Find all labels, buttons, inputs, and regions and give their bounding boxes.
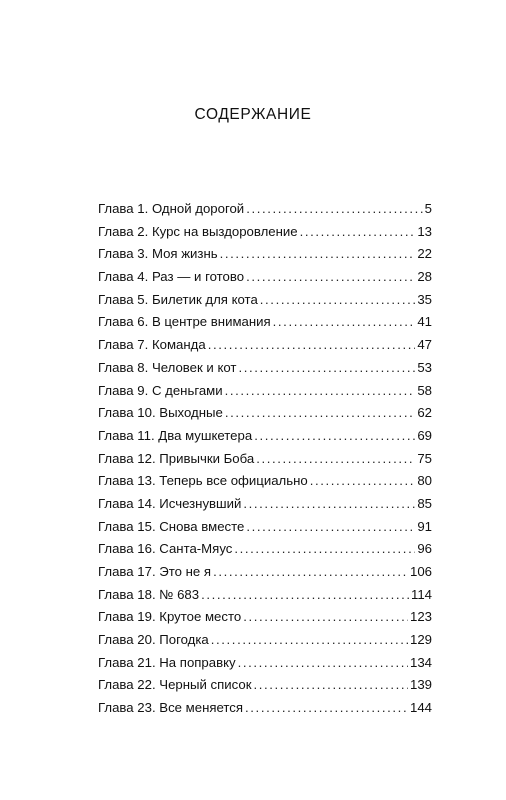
- toc-entry: [98, 224, 432, 247]
- dot-leader: [208, 337, 416, 352]
- toc-entry: [98, 405, 432, 428]
- toc-entry-title: Глава 5. Билетик для кота: [98, 291, 258, 307]
- dot-leader: [300, 224, 416, 239]
- toc-entry: [98, 428, 432, 451]
- toc-entry-page-number: 85: [417, 495, 432, 511]
- toc-entry-title: Глава 9. С деньгами: [98, 382, 223, 398]
- dot-leader: [225, 405, 415, 420]
- toc-entry: [98, 541, 432, 564]
- toc-entry-title: Глава 15. Снова вместе: [98, 518, 245, 534]
- toc-entry: [98, 609, 432, 632]
- toc-entry-page-number: 80: [417, 473, 432, 489]
- toc-entry-title: Глава 1. Одной дорогой: [98, 201, 245, 216]
- toc-entry: [98, 314, 432, 337]
- toc-entry-page-number: 114: [410, 586, 432, 602]
- toc-entry: [98, 360, 432, 383]
- dot-leader: [273, 314, 416, 329]
- toc-entry: [98, 519, 432, 542]
- toc-entry-page-number: 139: [409, 677, 432, 693]
- toc-entry-title: Глава 18. № 683: [98, 586, 200, 602]
- toc-entry-page-number: 96: [417, 541, 432, 557]
- toc-entry-title: Глава 3. Моя жизнь: [98, 246, 218, 262]
- page-title: СОДЕРЖАНИЕ: [194, 106, 312, 123]
- dot-leader: [243, 609, 408, 624]
- toc-entry-page-number: 123: [409, 609, 432, 625]
- dot-leader: [253, 677, 408, 692]
- dot-leader: [256, 451, 415, 466]
- toc-entry: [98, 246, 432, 269]
- dot-leader: [211, 632, 408, 647]
- toc-entry: [98, 451, 432, 474]
- toc-entry-page-number: 28: [417, 269, 432, 285]
- toc-entry: [98, 632, 432, 655]
- toc-entry-title: Глава 21. На поправку: [98, 654, 236, 670]
- dot-leader: [246, 201, 422, 216]
- toc-entry: [98, 473, 432, 496]
- toc-entry: [98, 700, 432, 723]
- toc-entry-title: Глава 7. Команда: [98, 337, 206, 353]
- toc-entry: [98, 496, 432, 519]
- toc-entry-title: Глава 23. Все меняется: [98, 700, 244, 716]
- dot-leader: [238, 655, 408, 670]
- toc-entry-page-number: 53: [417, 359, 432, 375]
- dot-leader: [213, 564, 408, 579]
- toc-entry-title: Глава 16. Санта-Мяус: [98, 541, 233, 557]
- dot-leader: [220, 246, 416, 261]
- dot-leader: [225, 383, 416, 398]
- toc-entry: [98, 383, 432, 406]
- table-of-contents: [98, 201, 432, 723]
- toc-entry-page-number: 106: [409, 564, 432, 579]
- toc-entry-title: Глава 11. Два мушкетера: [98, 427, 253, 443]
- toc-entry-page-number: 41: [417, 314, 432, 330]
- toc-entry: [98, 201, 432, 224]
- toc-entry-title: Глава 10. Выходные: [98, 405, 223, 421]
- toc-entry-page-number: 47: [417, 337, 432, 353]
- toc-entry-title: Глава 13. Теперь все официально: [98, 473, 308, 489]
- toc-entry: [98, 677, 432, 700]
- toc-entry: [98, 587, 432, 610]
- toc-entry: [98, 292, 432, 315]
- toc-entry: [98, 337, 432, 360]
- dot-leader: [246, 269, 415, 284]
- dot-leader: [201, 587, 409, 602]
- toc-entry: [98, 655, 432, 678]
- dot-leader: [254, 428, 415, 443]
- toc-entry-page-number: 91: [417, 518, 432, 534]
- toc-entry-page-number: 134: [409, 654, 432, 670]
- dot-leader: [245, 700, 408, 715]
- toc-entry-page-number: 62: [417, 405, 432, 421]
- toc-entry-title: Глава 19. Крутое место: [98, 609, 242, 625]
- toc-entry-page-number: 13: [417, 223, 432, 239]
- toc-entry-title: Глава 4. Раз — и готово: [98, 269, 245, 285]
- toc-entry-title: Глава 14. Исчезнувший: [98, 495, 242, 511]
- toc-entry-title: Глава 12. Привычки Боба: [98, 450, 255, 466]
- dot-leader: [238, 360, 415, 375]
- dot-leader: [310, 473, 416, 488]
- dot-leader: [260, 292, 416, 307]
- toc-entry-title: Глава 17. Это не я: [98, 564, 212, 579]
- toc-entry-page-number: 58: [417, 382, 432, 398]
- toc-entry-page-number: 144: [409, 700, 432, 716]
- toc-entry: [98, 269, 432, 292]
- dot-leader: [243, 496, 415, 511]
- dot-leader: [246, 519, 415, 534]
- toc-entry-page-number: 129: [409, 632, 432, 648]
- dot-leader: [234, 541, 415, 556]
- toc-entry-title: Глава 20. Погодка: [98, 632, 209, 648]
- toc-entry-title: Глава 2. Курс на выздоровление: [98, 223, 298, 239]
- toc-entry-title: Глава 6. В центре внимания: [98, 314, 271, 330]
- toc-entry-title: Глава 8. Человек и кот: [98, 359, 237, 375]
- toc-entry-page-number: 22: [417, 246, 432, 262]
- toc-entry: [98, 564, 432, 587]
- toc-entry-title: Глава 22. Черный список: [98, 677, 252, 693]
- toc-entry-page-number: 69: [417, 427, 432, 443]
- toc-entry-page-number: 75: [417, 450, 432, 466]
- toc-entry-page-number: 5: [424, 201, 432, 216]
- toc-entry-page-number: 35: [417, 291, 432, 307]
